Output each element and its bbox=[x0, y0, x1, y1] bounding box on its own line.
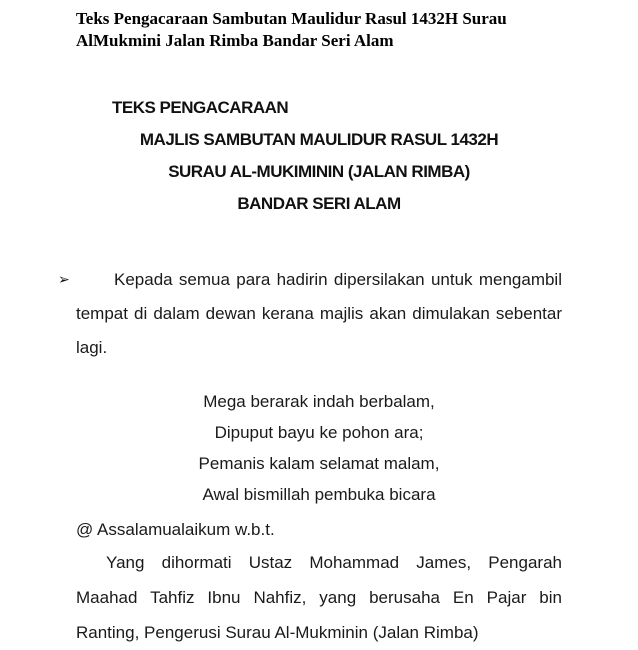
heading-line-1: TEKS PENGACARAAN bbox=[112, 98, 289, 117]
acknowledgement-paragraph: Yang dihormati Ustaz Mohammad James, Pengarah Maahad Tahfiz Ibnu Nahfiz, yang berusaha En Pajar bin Ranting, Pengerusi Surau Al-Mukminin (Jalan Rimba) bbox=[76, 553, 562, 642]
greeting-line: @ Assalamualaikum w.b.t. bbox=[76, 520, 275, 539]
pantun-line-4: Awal bismillah pembuka bicara bbox=[202, 485, 436, 504]
pantun-line-3: Pemanis kalam selamat malam, bbox=[198, 454, 440, 473]
heading-line-4: BANDAR SERI ALAM bbox=[237, 194, 401, 213]
document-title: Teks Pengacaraan Sambutan Maulidur Rasul 1432H Surau AlMukmini Jalan Rimba Bandar Seri Alam bbox=[76, 9, 507, 50]
pantun-verse bbox=[76, 386, 562, 510]
pantun-line-2: Dipuput bayu ke pohon ara; bbox=[214, 423, 424, 442]
heading-line-2: MAJLIS SAMBUTAN MAULIDUR RASUL 1432H bbox=[139, 130, 499, 149]
heading-line-3: SURAU AL-MUKIMININ (JALAN RIMBA) bbox=[168, 162, 470, 181]
main-heading bbox=[76, 92, 562, 220]
arrow-bullet-icon: ➢ bbox=[58, 272, 70, 288]
pantun-line-1: Mega berarak indah berbalam, bbox=[203, 392, 435, 411]
opening-paragraph: Kepada semua para hadirin dipersilakan untuk mengambil tempat di dalam dewan kerana majlis akan dimulakan sebentar lagi. bbox=[76, 270, 562, 357]
